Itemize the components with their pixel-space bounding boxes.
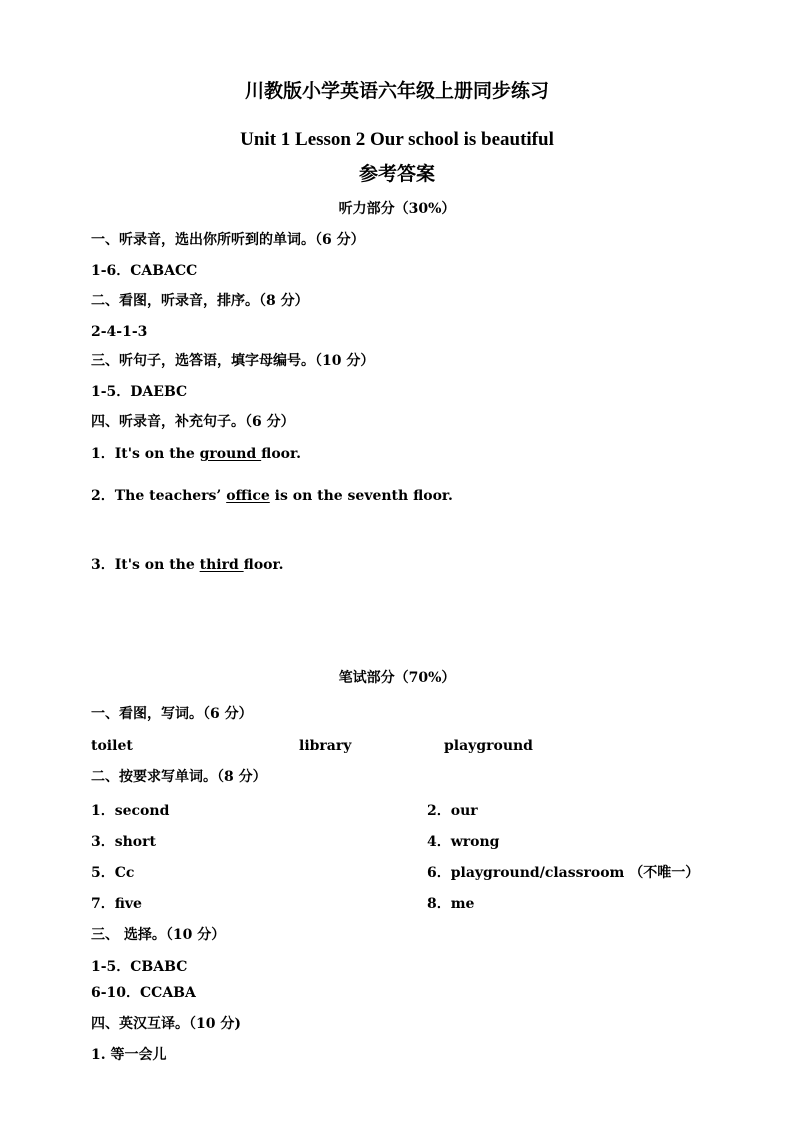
writing-q2-item-8: 8．me	[427, 896, 475, 912]
writing-q2-item-7: 7．five	[91, 896, 142, 912]
document-subtitle: Unit 1 Lesson 2 Our school is beautiful	[240, 129, 554, 150]
sentence-text: 1．It's on the	[91, 446, 200, 462]
writing-q3-answer-1: 1-5．CBABC	[91, 959, 188, 975]
writing-q2-item-5: 5．Cc	[91, 865, 135, 881]
listening-q4-title: 四、听录音，补充句子。（6 分）	[91, 414, 295, 430]
writing-q1-title: 一、看图，写词。（6 分）	[91, 706, 253, 722]
listening-q4-sentence-2	[91, 487, 453, 505]
writing-q3-answer-2: 6-10．CCABA	[91, 985, 196, 1001]
sentence-text: is on the seventh floor.	[269, 488, 453, 504]
writing-q3-title: 三、 选择。（10 分）	[91, 927, 226, 943]
listening-q4-sentence-1	[91, 445, 301, 463]
writing-q2-item-6: 6．playground/classroom （不唯一）	[427, 865, 700, 881]
writing-q1-word-2: library	[299, 738, 352, 754]
listening-q4-sentence-3	[91, 556, 283, 574]
writing-q4-first: 1. 等一会儿	[91, 1047, 167, 1063]
writing-heading: 笔试部分（70%）	[338, 670, 456, 686]
writing-q1-word-3: playground	[444, 738, 533, 754]
listening-q3-answer: 1-5．DAEBC	[91, 384, 188, 400]
writing-q2-item-1: 1．second	[91, 803, 170, 819]
writing-q2-item-2: 2．our	[427, 803, 478, 819]
listening-q1-title: 一、听录音，选出你所听到的单词。（6 分）	[91, 232, 365, 248]
listening-q2-answer: 2-4-1-3	[91, 324, 148, 340]
document-title: 川教版小学英语六年级上册同步练习	[244, 80, 549, 102]
answer-blank: office	[226, 488, 270, 504]
listening-q3-title: 三、听句子，选答语，填字母编号。（10 分）	[91, 353, 375, 369]
listening-q1-answer: 1-6．CABACC	[91, 263, 198, 279]
listening-heading: 听力部分（30%）	[338, 201, 456, 217]
writing-q4-title: 四、英汉互译。（10 分)	[91, 1016, 241, 1032]
answer-heading: 参考答案	[358, 163, 435, 185]
writing-q1-word-1: toilet	[91, 738, 133, 754]
sentence-text: 3．It's on the	[91, 557, 200, 573]
sentence-text: 2．The teachers’	[91, 488, 227, 504]
sentence-text: floor.	[243, 557, 284, 573]
writing-q2-item-4: 4．wrong	[427, 834, 500, 850]
listening-q2-title: 二、看图，听录音，排序。（8 分）	[91, 293, 309, 309]
answer-blank: third	[199, 557, 244, 573]
writing-q2-item-3: 3．short	[91, 834, 156, 850]
answer-blank: ground	[199, 446, 262, 462]
sentence-text: floor.	[261, 446, 301, 462]
writing-q2-title: 二、按要求写单词。（8 分）	[91, 769, 267, 785]
